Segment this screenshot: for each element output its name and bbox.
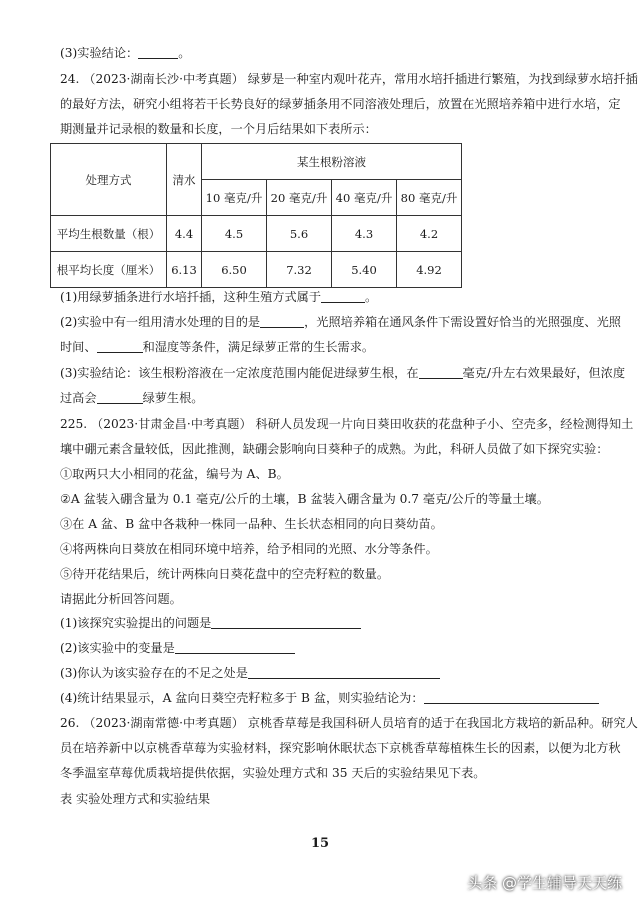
header-water: 清水 [167, 144, 202, 216]
q25-step-3: ③在 A 盆、B 盆中各栽种一株同一品种、生长状态相同的向日葵幼苗。 [60, 517, 443, 531]
q25-part2-line: (2)该实验中的变量是 [60, 639, 295, 657]
table-row [51, 252, 462, 288]
watermark: 头条 @学生辅导天天练 [467, 874, 622, 892]
header-conc-20: 20 毫克/升 [267, 180, 332, 216]
cell: 4.2 [397, 216, 462, 252]
q25-step-1: ①取两只大小相同的花盆，编号为 A、B。 [60, 467, 289, 481]
q24-stem-line-2: 的最好方法，研究小组将若干长势良好的绿萝插条用不同溶液处理后，放置在光照培养箱中进行水培，定 [60, 97, 621, 111]
cell: 4.5 [202, 216, 267, 252]
q25-step-2: ②A 盆装入硼含量为 0.1 毫克/公斤的土壤，B 盆装入硼含量为 0.7 毫克/公斤的等量土壤。 [60, 492, 549, 506]
cell: 4.3 [332, 216, 397, 252]
q25-instruction: 请据此分析回答问题。 [60, 592, 182, 606]
q24-part2-line-1: (2)实验中有一组用清水处理的目的是 ，光照培养箱在通风条件下需设置好恰当的光照强度、光照 [60, 315, 621, 329]
answer-blank[interactable] [97, 339, 143, 353]
text: (3)实验结论： [60, 46, 139, 60]
q24-stem-line-3: 期测量并记录根的数量和长度，一个月后结果如下表所示： [60, 122, 377, 136]
answer-blank[interactable] [97, 390, 143, 404]
q25-part4-line: (4)统计结果显示，A 盆向日葵空壳籽粒多于 B 盆，则实验结论为： [60, 689, 599, 707]
q25-step-5: ⑤待开花结果后，统计两株向日葵花盘中的空壳籽粒的数量。 [60, 567, 390, 581]
table-row [51, 216, 462, 252]
q25-part1-line: (1)该探究实验提出的问题是 [60, 614, 361, 632]
answer-blank[interactable] [248, 665, 440, 679]
row-label: 平均生根数量（根） [51, 216, 167, 252]
answer-blank[interactable] [321, 289, 365, 303]
q26-stem-line-1: 26. （2023·湖南常德·中考真题） 京桃香草莓是我国科研人员培育的适于在我国北方栽培的新品种。研究人 [60, 716, 638, 730]
rooting-results-table [50, 143, 462, 288]
answer-blank[interactable] [260, 314, 304, 328]
cell: 7.32 [267, 252, 332, 288]
q24-stem-line-1: 24. （2023·湖南长沙·中考真题） 绿萝是一种室内观叶花卉，常用水培扦插进行繁殖，为找到绿萝水培扦插 [60, 72, 638, 86]
header-rooting-solution: 某生根粉溶液 [202, 144, 462, 180]
q25-step-4: ④将两株向日葵放在相同环境中培养，给予相同的光照、水分等条件。 [60, 542, 438, 556]
q26-stem-line-3: 冬季温室草莓优质栽培提供依据，实验处理方式和 35 天后的实验结果见下表。 [60, 766, 486, 780]
q24-part3-line-1: (3)实验结论：该生根粉溶液在一定浓度范围内能促进绿萝生根，在 毫克/升左右效果最好，但浓度 [60, 366, 626, 380]
q26-table-caption: 表 实验处理方式和实验结果 [60, 792, 211, 806]
answer-blank[interactable] [419, 365, 463, 379]
row-label: 根平均长度（厘米） [51, 252, 167, 288]
cell: 5.40 [332, 252, 397, 288]
answer-blank[interactable] [138, 45, 178, 59]
cell: 4.92 [397, 252, 462, 288]
cell: 5.6 [267, 216, 332, 252]
q24-part3-line-2: 过高会 绿萝生根。 [60, 391, 204, 405]
q25-stem-line-2: 壤中硼元素含量较低，因此推测，缺硼会影响向日葵种子的成熟。为此，科研人员做了如下探究实验： [60, 442, 609, 456]
q24-part2-line-2: 时间、 和湿度等条件，满足绿萝正常的生长需求。 [60, 340, 375, 354]
answer-blank[interactable] [175, 640, 295, 654]
q23-part3-line: (3)实验结论： 。 [60, 46, 191, 60]
header-treatment: 处理方式 [51, 144, 167, 216]
cell: 6.13 [167, 252, 202, 288]
q25-part3-line: (3)你认为该实验存在的不足之处是 [60, 664, 440, 682]
answer-blank[interactable] [211, 615, 361, 629]
q24-part1-line: (1)用绿萝插条进行水培扦插，这种生殖方式属于 。 [60, 290, 378, 304]
cell: 4.4 [167, 216, 202, 252]
page-number: 15 [310, 836, 330, 851]
q26-stem-line-2: 员在培养新中以京桃香草莓为实验材料，探究影响休眠状态下京桃香草莓植株生长的因素，以便为北方秋 [60, 741, 621, 755]
header-conc-40: 40 毫克/升 [332, 180, 397, 216]
header-conc-80: 80 毫克/升 [397, 180, 462, 216]
header-conc-10: 10 毫克/升 [202, 180, 267, 216]
answer-blank[interactable] [424, 690, 599, 704]
q25-stem-line-1: 225. （2023·甘肃金昌·中考真题） 科研人员发现一片向日葵田收获的花盘种子小、空壳多，经检测得知土 [60, 417, 634, 431]
cell: 6.50 [202, 252, 267, 288]
